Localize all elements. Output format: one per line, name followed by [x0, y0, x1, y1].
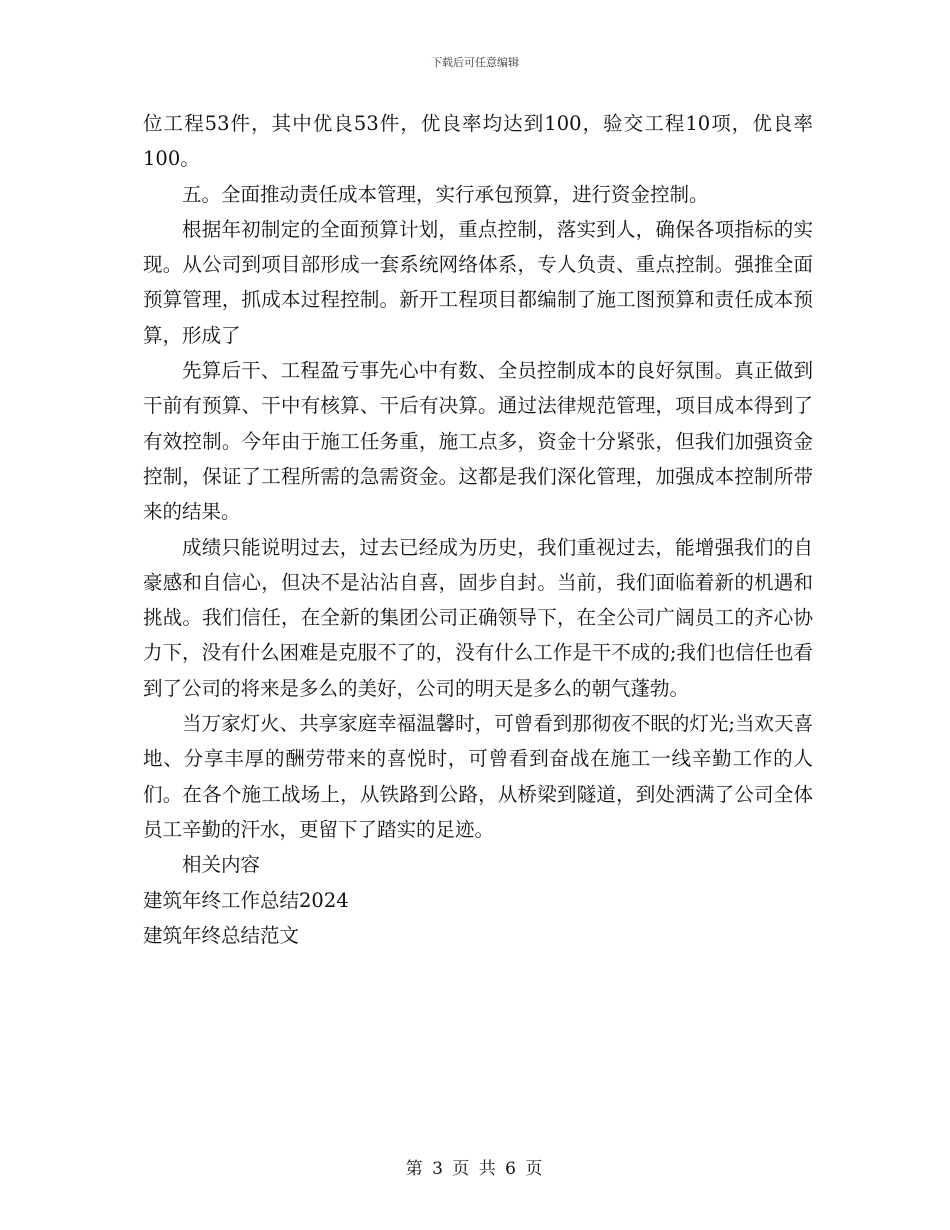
paragraph-continued: 位工程53件，其中优良53件，优良率均达到100，验交工程10项，优良率100。 — [143, 112, 813, 171]
paragraph-cost-control: 先算后干、工程盈亏事先心中有数、全员控制成本的良好氛围。真正做到干前有预算、干中有核算、干后有决算。通过法律规范管理，项目成本得到了有效控制。今年由于施工任务重，施工点多，资金十分紧张，但我们加强资金控制，保证了工程所需的急需资金。这都是我们深化管理，加强成本控制所带来的结果。 — [143, 359, 813, 524]
related-content-heading: 相关内容 — [182, 853, 261, 877]
related-link-work-summary[interactable]: 建筑年终工作总结2024 — [143, 888, 349, 912]
related-link-summary-sample[interactable]: 建筑年终总结范文 — [143, 923, 300, 947]
document-body — [143, 106, 813, 953]
paragraph-section-five-heading: 五。全面推动责任成本管理，实行承包预算，进行资金控制。 — [182, 182, 709, 206]
header-note: 下载后可任意编辑 — [431, 56, 519, 69]
paragraph-workers: 当万家灯火、共享家庭幸福温馨时，可曾看到那彻夜不眠的灯光;当欢天喜地、分享丰厚的酬劳带来的喜悦时，可曾看到奋战在施工一线辛勤工作的人们。在各个施工战场上，从铁路到公路，从桥梁到隧道，到处洒满了公司全体员工辛勤的汗水，更留下了踏实的足迹。 — [143, 712, 813, 841]
paragraph-budget-plan: 根据年初制定的全面预算计划，重点控制，落实到人，确保各项指标的实现。从公司到项目部形成一套系统网络体系，专人负责、重点控制。强推全面预算管理，抓成本过程控制。新开工程项目都编制了施工图预算和责任成本预算，形成了 — [143, 217, 813, 347]
paragraph-achievements: 成绩只能说明过去，过去已经成为历史，我们重视过去，能增强我们的自豪感和自信心，但决不是沾沾自喜，固步自封。当前，我们面临着新的机遇和挑战。我们信任，在全新的集团公司正确领导下，在全公司广阔员工的齐心协力下，没有什么困难是克服不了的，没有什么工作是干不成的;我们也信任也看到了公司的将来是多么的美好，公司的明天是多么的朝气蓬勃。 — [143, 535, 813, 700]
page-number: 第 3 页 共 6 页 — [405, 1159, 545, 1179]
